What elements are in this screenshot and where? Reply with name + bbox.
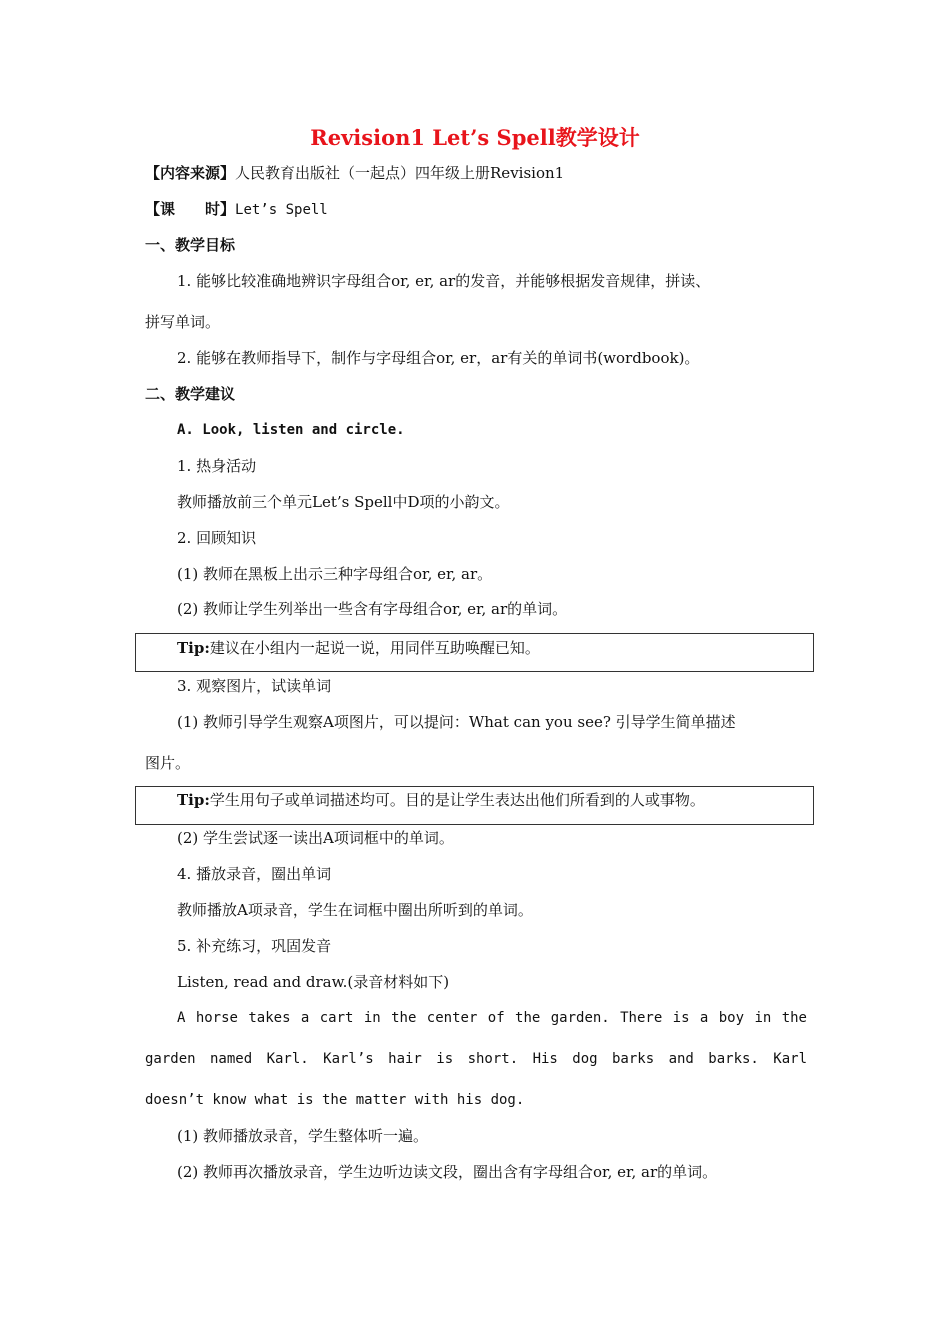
lesson-line — [145, 199, 328, 220]
step3-item1-line1: (1) 教师引导学生观察A项图片，可以提问：What can you see? 引导学生简单描述 — [177, 713, 736, 731]
objective-2: 2. 能够在教师指导下，制作与字母组合or, er，ar有关的单词书(wordbook)。 — [177, 349, 700, 367]
step4-text: 教师播放A项录音，学生在词框中圈出所听到的单词。 — [177, 901, 533, 919]
passage-line-3: doesn’t know what is the matter with his dog. — [145, 1092, 525, 1108]
tip-1-content: 建议在小组内一起说一说，用同伴互助唤醒已知。 — [209, 639, 540, 657]
section1-heading: 一、教学目标 — [145, 236, 236, 254]
document-title: Revision1 Let’s Spell教学设计 — [310, 125, 640, 150]
lesson-label: 【课 时】 — [145, 200, 236, 218]
step3-item2: (2) 学生尝试逐一读出A项词框中的单词。 — [177, 829, 454, 847]
step2-title: 2. 回顾知识 — [177, 529, 257, 547]
step4-title: 4. 播放录音，圈出单词 — [177, 865, 332, 883]
step5-item2: (2) 教师再次播放录音，学生边听边读文段，圈出含有字母组合or, er, ar的单词。 — [177, 1163, 718, 1181]
step2-item1: (1) 教师在黑板上出示三种字母组合or, er, ar。 — [177, 565, 493, 583]
passage-line-1: A horse takes a cart in the center of the garden. There is a boy in the — [177, 1010, 807, 1026]
objective-1-line1: 1. 能够比较准确地辨识字母组合or, er, ar的发音，并能够根据发音规律，拼读、 — [177, 272, 711, 290]
step1-title: 1. 热身活动 — [177, 457, 257, 475]
step3-item1-line2: 图片。 — [145, 754, 191, 772]
section2-heading: 二、教学建议 — [145, 385, 236, 403]
objective-1-line2: 拼写单词。 — [145, 313, 221, 331]
tip-box-2-text — [177, 790, 705, 810]
content-source-value: 人民教育出版社（一起点）四年级上册Revision1 — [235, 164, 565, 182]
passage-line-2: garden named Karl. Karl’s hair is short. His dog barks and barks. Karl — [145, 1051, 807, 1067]
step5-title: 5. 补充练习，巩固发音 — [177, 937, 332, 955]
step5-item1: (1) 教师播放录音，学生整体听一遍。 — [177, 1127, 429, 1145]
tip-box-1-text — [177, 638, 540, 658]
step1-text: 教师播放前三个单元Let’s Spell中D项的小韵文。 — [177, 493, 510, 511]
tip-box-2 — [135, 786, 814, 825]
content-source-label: 【内容来源】 — [145, 164, 236, 182]
tip-2-content: 学生用句子或单词描述均可。目的是让学生表达出他们所看到的人或事物。 — [209, 791, 705, 809]
step2-item2: (2) 教师让学生列举出一些含有字母组合or, er, ar的单词。 — [177, 600, 568, 618]
tip-1-label: Tip: — [177, 639, 210, 657]
step5-intro: Listen, read and draw.(录音材料如下) — [177, 973, 450, 991]
lesson-value: Let’s Spell — [235, 202, 328, 218]
step3-title: 3. 观察图片，试读单词 — [177, 677, 332, 695]
part-a-heading: A. Look, listen and circle. — [177, 422, 405, 438]
tip-box-1 — [135, 633, 814, 672]
tip-2-label: Tip: — [177, 791, 210, 809]
content-source-line — [145, 163, 564, 183]
